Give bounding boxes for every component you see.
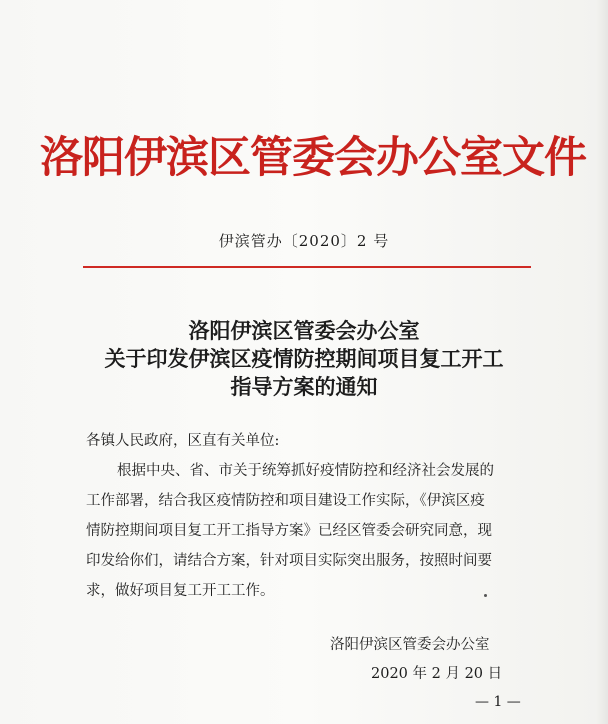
notice-title <box>40 317 568 401</box>
issue-date: 2020 年 2 月 20 日 <box>371 666 503 682</box>
document-number: 伊滨管办〔2020〕2 号 <box>218 232 390 250</box>
scan-edge-shadow <box>596 0 608 724</box>
page-number: — 1 — <box>475 694 521 710</box>
notice-title-line: 洛阳伊滨区管委会办公室 <box>188 319 420 343</box>
document-header-title: 洛阳伊滨区管委会办公室文件 <box>40 133 586 183</box>
red-divider-rule <box>83 266 531 268</box>
scan-speck <box>484 594 487 597</box>
notice-title-line: 关于印发伊滨区疫情防控期间项目复工开工 <box>104 347 504 371</box>
notice-title-line: 指导方案的通知 <box>230 375 378 399</box>
issuer-signature: 洛阳伊滨区管委会办公室 <box>330 637 490 653</box>
body-paragraph-line: 情防控期间项目复工开工指导方案》已经区管委会研究同意，现 <box>86 523 492 539</box>
body-paragraph-line: 工作部署，结合我区疫情防控和项目建设工作实际，《伊滨区疫 <box>86 493 485 509</box>
body-paragraph-line: 求，做好项目复工开工工作。 <box>86 583 275 599</box>
body-paragraph-line: 印发给你们，请结合方案，针对项目实际突出服务，按照时间要 <box>86 553 492 569</box>
body-paragraph-line: 根据中央、省、市关于统筹抓好疫情防控和经济社会发展的 <box>117 463 494 479</box>
salutation: 各镇人民政府，区直有关单位: <box>86 433 280 449</box>
